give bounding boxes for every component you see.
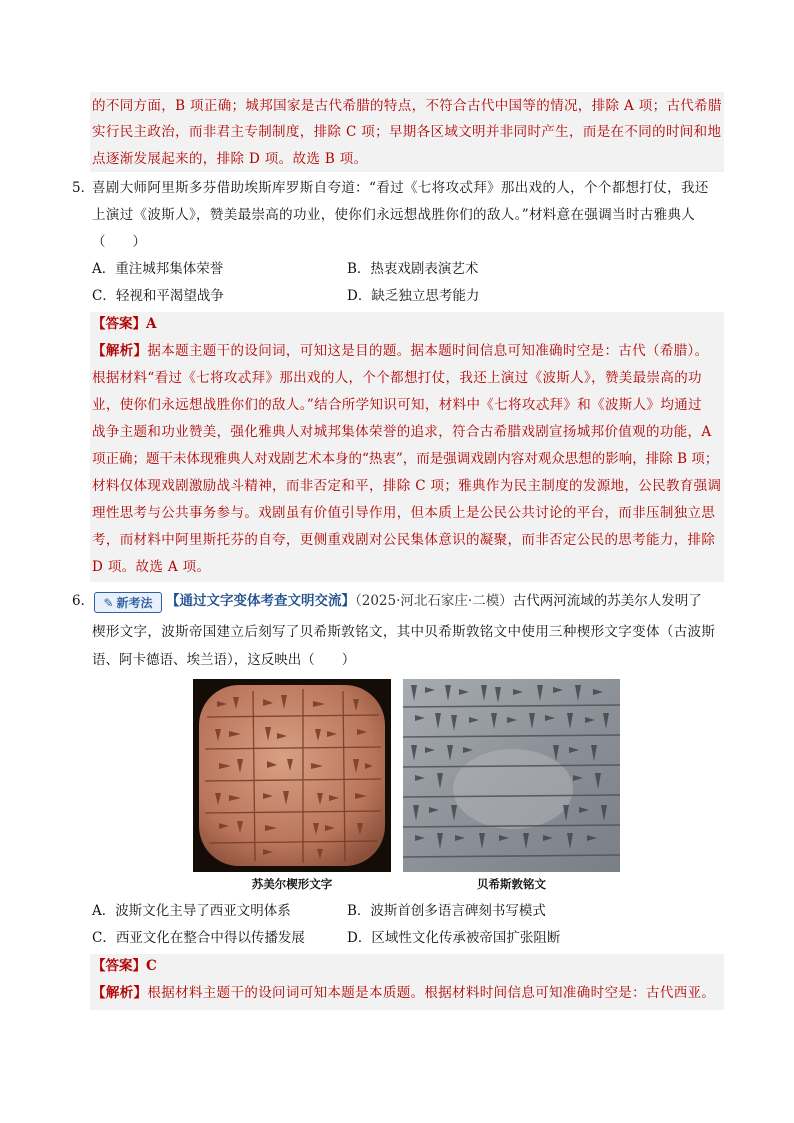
question-6-option-a: A．波斯文化主导了西亚文明体系 xyxy=(92,903,291,919)
question-5-option-c: C．轻视和平渴望战争 xyxy=(92,288,224,304)
question-6-line-2: 楔形文字，波斯帝国建立后刻写了贝希斯敦铭文，其中贝希斯敦铭文中使用三种楔形文字变体（古波斯 xyxy=(92,624,716,640)
analysis-text: 据本题主题干的设问词，可知这是目的题。据本题时间信息可知准确时空是：古代（希腊）。 xyxy=(147,343,709,359)
question-6-topic: 【通过文字变体考查文明交流】 xyxy=(166,593,355,609)
question-6-answer xyxy=(92,956,157,976)
question-5-analysis-line-9: D 项。故选 A 项。 xyxy=(92,559,211,575)
question-5-analysis-line-6: 材料仅体现戏剧激励战斗精神，而非否定和平，排除 C 项；雅典作为民主制度的发源地，公民教育强调 xyxy=(92,478,722,494)
behistun-inscription-caption: 贝希斯敦铭文 xyxy=(477,877,546,891)
question-6-option-d: D．区域性文化传承被帝国扩张阻断 xyxy=(347,930,561,946)
badge-label: 新考法 xyxy=(116,596,153,610)
question-5-option-a: A．重注城邦集体荣誉 xyxy=(92,261,224,277)
question-5-analysis-line-8: 考，而材料中阿里斯托芬的自夸，更侧重戏剧对公民集体意识的凝聚，而非否定公民的思考能力，排除 xyxy=(92,532,716,548)
answer-tag: 【答案】 xyxy=(92,958,146,974)
question-5-line-2: 上演过《波斯人》，赞美最崇高的功业，使你们永远想战胜你们的敌人。”材料意在强调当时古雅典人 xyxy=(92,207,696,223)
analysis-tag: 【解析】 xyxy=(92,343,148,359)
question-6-stem-start: 古代两河流域的苏美尔人发明了 xyxy=(512,593,702,609)
answer-tag: 【答案】 xyxy=(92,316,146,332)
behistun-inscription-image xyxy=(403,679,620,872)
question-5-analysis-line-2: 根据材料“看过《七将攻忒拜》那出戏的人，个个都想打仗，我还上演过《波斯人》，赞美最崇高的功 xyxy=(92,370,702,386)
answer-value: C xyxy=(146,958,157,974)
new-exam-method-badge xyxy=(94,592,162,613)
clay-tablet-graphic xyxy=(193,679,391,872)
question-5-analysis-line-4: 战争主题和功业赞美，强化雅典人对城邦集体荣誉的追求，符合古希腊戏剧宣扬城邦价值观的功能，A xyxy=(92,424,712,440)
question-5-line-1: 喜剧大师阿里斯多芬借助埃斯库罗斯自夸道：“看过《七将攻忒拜》那出戏的人，个个都想打仗，我还 xyxy=(92,180,709,196)
prev-analysis-line-3: 点逐渐发展起来的，排除 D 项。故选 B 项。 xyxy=(92,151,368,167)
question-5-option-b: B．热衷戏剧表演艺术 xyxy=(347,261,479,277)
analysis-tag: 【解析】 xyxy=(92,985,148,1001)
question-5-option-d: D．缺乏独立思考能力 xyxy=(347,288,480,304)
question-6-number: 6． xyxy=(72,593,95,609)
sumerian-cuneiform-image xyxy=(193,679,391,872)
question-6-source: （2025·河北石家庄·二模） xyxy=(355,593,513,609)
question-5-answer xyxy=(92,314,156,334)
question-5-number: 5． xyxy=(72,180,95,196)
question-5-analysis-line-7: 理性思考与公共事务参与。戏剧虽有价值引导作用，但本质上是公民公共讨论的平台，而非压制独立思 xyxy=(92,505,716,521)
question-6-option-b: B．波斯首创多语言碑刻书写模式 xyxy=(347,903,546,919)
question-5-analysis-line-1 xyxy=(92,341,709,361)
question-6-option-c: C．西亚文化在整合中得以传播发展 xyxy=(92,930,305,946)
analysis-text: 根据材料主题干的设问词可知本题是本质题。根据材料时间信息可知准确时空是：古代西亚。 xyxy=(147,985,716,1001)
question-6-line-1 xyxy=(166,591,702,611)
prev-analysis-line-2: 实行民主政治，而非君主专制制度，排除 C 项；早期各区域文明并非同时产生，而是在不同的时间和地 xyxy=(92,124,722,140)
question-5-line-3: （ ） xyxy=(92,234,146,250)
question-5-analysis-line-5: 项正确；题干未体现雅典人对戏剧艺术本身的“热衷”，而是强调戏剧内容对观众思想的影响，排除 B 项； xyxy=(92,451,719,467)
pencil-icon: ✎ xyxy=(103,595,114,610)
question-5-analysis-line-3: 业，使你们永远想战胜你们的敌人。”结合所学知识可知，材料中《七将攻忒拜》和《波斯人》均通过 xyxy=(92,397,702,413)
sumerian-cuneiform-caption: 苏美尔楔形文字 xyxy=(251,877,333,891)
stone-inscription-graphic xyxy=(403,679,620,872)
question-6-line-3: 语、阿卡德语、埃兰语），这反映出（ ） xyxy=(92,652,356,668)
prev-analysis-line-1: 的不同方面，B 项正确；城邦国家是古代希腊的特点，不符合古代中国等的情况，排除 A 项；古代希腊 xyxy=(92,98,722,114)
answer-value: A xyxy=(146,316,157,332)
question-6-analysis-line-1 xyxy=(92,983,715,1003)
